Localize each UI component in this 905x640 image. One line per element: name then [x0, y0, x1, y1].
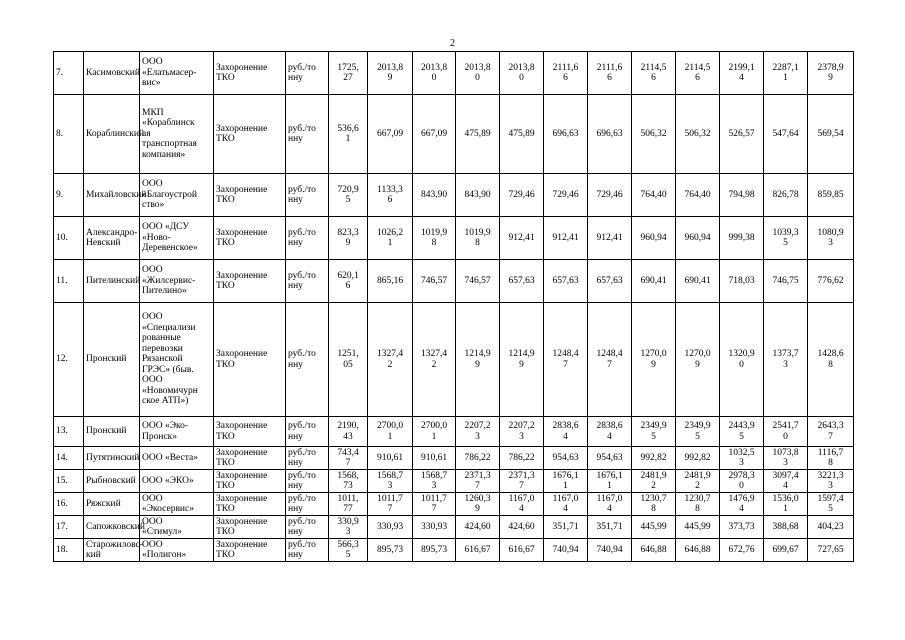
- district-cell: Пронский: [84, 303, 140, 417]
- tariff-value-cell: 667,09: [413, 95, 456, 174]
- tariff-value-cell: 764,40: [676, 174, 720, 217]
- tariff-value-cell: 746,57: [456, 260, 500, 303]
- district-cell: Старожиловс- кий: [84, 539, 140, 562]
- tariff-value-cell: 764,40: [632, 174, 676, 217]
- tariff-value-cell: 1327,4 2: [413, 303, 456, 417]
- unit-cell: руб./то нну: [286, 493, 329, 516]
- table-row: [54, 260, 854, 303]
- organization-cell: МКП «Кораблинск ая транспортная компания»: [140, 95, 214, 174]
- activity-cell: Захоронение ТКО: [214, 260, 286, 303]
- tariff-value-cell: 404,23: [808, 516, 854, 539]
- unit-cell: руб./то нну: [286, 52, 329, 95]
- tariff-value-cell: 2199,1 4: [720, 52, 764, 95]
- tariff-value-cell: 690,41: [632, 260, 676, 303]
- district-cell: Рыбновский: [84, 470, 140, 493]
- tariff-value-cell: 1080,9 3: [808, 217, 854, 260]
- activity-cell: Захоронение ТКО: [214, 493, 286, 516]
- tariff-value-cell: 2190, 43: [329, 417, 368, 447]
- table-row: [54, 447, 854, 470]
- unit-cell: руб./то нну: [286, 303, 329, 417]
- tariff-value-cell: 999,38: [720, 217, 764, 260]
- row-number-cell: 9.: [54, 174, 84, 217]
- activity-cell: Захоронение ТКО: [214, 516, 286, 539]
- table-row: [54, 303, 854, 417]
- tariff-value-cell: 2013,8 0: [500, 52, 544, 95]
- tariff-value-cell: 1032,5 3: [720, 447, 764, 470]
- tariff-value-cell: 1270,0 9: [632, 303, 676, 417]
- tariff-value-cell: 1167,0 4: [588, 493, 632, 516]
- tariff-value-cell: 743,4 7: [329, 447, 368, 470]
- tariff-value-cell: 729,46: [500, 174, 544, 217]
- organization-cell: ООО «Стимул»: [140, 516, 214, 539]
- tariff-value-cell: 1676,1 1: [588, 470, 632, 493]
- organization-cell: ООО «Жилсервис- Пителино»: [140, 260, 214, 303]
- unit-cell: руб./то нну: [286, 539, 329, 562]
- tariff-value-cell: 1327,4 2: [368, 303, 413, 417]
- tariff-value-cell: 657,63: [500, 260, 544, 303]
- tariff-value-cell: 696,63: [544, 95, 588, 174]
- organization-cell: ООО «Полигон»: [140, 539, 214, 562]
- activity-cell: Захоронение ТКО: [214, 447, 286, 470]
- tariff-value-cell: 690,41: [676, 260, 720, 303]
- tariff-value-cell: 2838,6 4: [544, 417, 588, 447]
- tariff-value-cell: 1019,9 8: [456, 217, 500, 260]
- tariff-value-cell: 616,67: [500, 539, 544, 562]
- tariff-value-cell: 2114,5 6: [632, 52, 676, 95]
- district-cell: Александро- Невский: [84, 217, 140, 260]
- tariff-value-cell: 2111,6 6: [544, 52, 588, 95]
- activity-cell: Захоронение ТКО: [214, 217, 286, 260]
- tariff-value-cell: 475,89: [456, 95, 500, 174]
- tariff-value-cell: 2114,5 6: [676, 52, 720, 95]
- tariff-value-cell: 506,32: [632, 95, 676, 174]
- tariff-value-cell: 1230,7 8: [632, 493, 676, 516]
- tariff-value-cell: 720,9 5: [329, 174, 368, 217]
- tariff-value-cell: 992,82: [676, 447, 720, 470]
- tariff-value-cell: 2838,6 4: [588, 417, 632, 447]
- tariff-value-cell: 727,65: [808, 539, 854, 562]
- tariff-value-cell: 740,94: [588, 539, 632, 562]
- tariff-value-cell: 566,3 5: [329, 539, 368, 562]
- organization-cell: ООО «Веста»: [140, 447, 214, 470]
- tariff-value-cell: 3097,4 4: [764, 470, 808, 493]
- tariff-value-cell: 569,54: [808, 95, 854, 174]
- table-row: [54, 52, 854, 95]
- tariff-value-cell: 2371,3 7: [456, 470, 500, 493]
- tariff-value-cell: 912,41: [500, 217, 544, 260]
- tariff-value-cell: 330,93: [368, 516, 413, 539]
- tariff-value-cell: 843,90: [413, 174, 456, 217]
- tariff-value-cell: 2013,8 9: [368, 52, 413, 95]
- tariff-value-cell: 912,41: [588, 217, 632, 260]
- tariff-value-cell: 620,1 6: [329, 260, 368, 303]
- tariff-value-cell: 1073,8 3: [764, 447, 808, 470]
- tariff-value-cell: 616,67: [456, 539, 500, 562]
- district-cell: Сапожковский: [84, 516, 140, 539]
- page-number: 2: [450, 38, 455, 49]
- tariff-table: [53, 51, 854, 562]
- activity-cell: Захоронение ТКО: [214, 539, 286, 562]
- tariff-value-cell: 2013,8 0: [456, 52, 500, 95]
- table-row: [54, 470, 854, 493]
- district-cell: Ряжский: [84, 493, 140, 516]
- tariff-value-cell: 1011, 77: [329, 493, 368, 516]
- tariff-value-cell: 1568,7 3: [368, 470, 413, 493]
- tariff-value-cell: 1676,1 1: [544, 470, 588, 493]
- row-number-cell: 15.: [54, 470, 84, 493]
- tariff-value-cell: 895,73: [413, 539, 456, 562]
- tariff-value-cell: 992,82: [632, 447, 676, 470]
- tariff-value-cell: 536,6 1: [329, 95, 368, 174]
- tariff-value-cell: 729,46: [544, 174, 588, 217]
- tariff-value-cell: 445,99: [632, 516, 676, 539]
- table-row: [54, 217, 854, 260]
- tariff-value-cell: 1270,0 9: [676, 303, 720, 417]
- tariff-value-cell: 1260,3 9: [456, 493, 500, 516]
- table-row: [54, 493, 854, 516]
- table-row: [54, 174, 854, 217]
- unit-cell: руб./то нну: [286, 217, 329, 260]
- district-cell: Пителинский: [84, 260, 140, 303]
- tariff-value-cell: 445,99: [676, 516, 720, 539]
- tariff-value-cell: 954,63: [544, 447, 588, 470]
- tariff-value-cell: 3221,3 3: [808, 470, 854, 493]
- tariff-value-cell: 1116,7 8: [808, 447, 854, 470]
- tariff-value-cell: 1026,2 1: [368, 217, 413, 260]
- row-number-cell: 14.: [54, 447, 84, 470]
- row-number-cell: 8.: [54, 95, 84, 174]
- tariff-value-cell: 646,88: [632, 539, 676, 562]
- tariff-value-cell: 699,67: [764, 539, 808, 562]
- tariff-value-cell: 657,63: [588, 260, 632, 303]
- tariff-value-cell: 2541,7 0: [764, 417, 808, 447]
- tariff-value-cell: 1214,9 9: [456, 303, 500, 417]
- row-number-cell: 11.: [54, 260, 84, 303]
- tariff-value-cell: 776,62: [808, 260, 854, 303]
- row-number-cell: 12.: [54, 303, 84, 417]
- tariff-value-cell: 1476,9 4: [720, 493, 764, 516]
- unit-cell: руб./то нну: [286, 174, 329, 217]
- activity-cell: Захоронение ТКО: [214, 303, 286, 417]
- tariff-value-cell: 2378,9 9: [808, 52, 854, 95]
- tariff-value-cell: 1568,7 3: [413, 470, 456, 493]
- tariff-value-cell: 2481,9 2: [676, 470, 720, 493]
- tariff-value-cell: 1011,7 7: [368, 493, 413, 516]
- tariff-value-cell: 729,46: [588, 174, 632, 217]
- unit-cell: руб./то нну: [286, 470, 329, 493]
- tariff-value-cell: 2481,9 2: [632, 470, 676, 493]
- tariff-value-cell: 547,64: [764, 95, 808, 174]
- district-cell: Михайловский: [84, 174, 140, 217]
- tariff-value-cell: 2111,6 6: [588, 52, 632, 95]
- tariff-value-cell: 2287,1 1: [764, 52, 808, 95]
- tariff-value-cell: 1230,7 8: [676, 493, 720, 516]
- tariff-value-cell: 1167,0 4: [500, 493, 544, 516]
- tariff-value-cell: 1039,3 5: [764, 217, 808, 260]
- tariff-value-cell: 657,63: [544, 260, 588, 303]
- district-cell: Путятинский: [84, 447, 140, 470]
- tariff-value-cell: 1214,9 9: [500, 303, 544, 417]
- tariff-value-cell: 1133,3 6: [368, 174, 413, 217]
- row-number-cell: 7.: [54, 52, 84, 95]
- tariff-value-cell: 2349,9 5: [676, 417, 720, 447]
- tariff-value-cell: 1597,4 5: [808, 493, 854, 516]
- tariff-value-cell: 1251, 05: [329, 303, 368, 417]
- tariff-value-cell: 475,89: [500, 95, 544, 174]
- tariff-value-cell: 1320,9 0: [720, 303, 764, 417]
- unit-cell: руб./то нну: [286, 447, 329, 470]
- unit-cell: руб./то нну: [286, 417, 329, 447]
- row-number-cell: 17.: [54, 516, 84, 539]
- tariff-value-cell: 960,94: [676, 217, 720, 260]
- tariff-value-cell: 2349,9 5: [632, 417, 676, 447]
- tariff-value-cell: 388,68: [764, 516, 808, 539]
- table-row: [54, 516, 854, 539]
- tariff-value-cell: 1019,9 8: [413, 217, 456, 260]
- tariff-value-cell: 373,73: [720, 516, 764, 539]
- tariff-value-cell: 960,94: [632, 217, 676, 260]
- tariff-value-cell: 351,71: [544, 516, 588, 539]
- tariff-value-cell: 2978,3 0: [720, 470, 764, 493]
- table-row: [54, 95, 854, 174]
- activity-cell: Захоронение ТКО: [214, 174, 286, 217]
- unit-cell: руб./то нну: [286, 95, 329, 174]
- organization-cell: ООО «Эко- Пронск»: [140, 417, 214, 447]
- organization-cell: ООО «Елатьмасер- вис»: [140, 52, 214, 95]
- tariff-value-cell: 330,93: [413, 516, 456, 539]
- tariff-value-cell: 696,63: [588, 95, 632, 174]
- tariff-value-cell: 1568, 73: [329, 470, 368, 493]
- tariff-value-cell: 424,60: [456, 516, 500, 539]
- tariff-value-cell: 672,76: [720, 539, 764, 562]
- tariff-value-cell: 2371,3 7: [500, 470, 544, 493]
- tariff-value-cell: 910,61: [368, 447, 413, 470]
- activity-cell: Захоронение ТКО: [214, 52, 286, 95]
- tariff-value-cell: 2643,3 7: [808, 417, 854, 447]
- tariff-value-cell: 1167,0 4: [544, 493, 588, 516]
- tariff-value-cell: 526,57: [720, 95, 764, 174]
- row-number-cell: 16.: [54, 493, 84, 516]
- tariff-value-cell: 1536,0 1: [764, 493, 808, 516]
- row-number-cell: 10.: [54, 217, 84, 260]
- tariff-value-cell: 2443,9 5: [720, 417, 764, 447]
- activity-cell: Захоронение ТКО: [214, 470, 286, 493]
- tariff-value-cell: 667,09: [368, 95, 413, 174]
- tariff-value-cell: 506,32: [676, 95, 720, 174]
- tariff-value-cell: 954,63: [588, 447, 632, 470]
- tariff-value-cell: 895,73: [368, 539, 413, 562]
- organization-cell: ООО «ЭКО»: [140, 470, 214, 493]
- tariff-value-cell: 646,88: [676, 539, 720, 562]
- organization-cell: ООО «ДСУ «Ново- Деревенское»: [140, 217, 214, 260]
- unit-cell: руб./то нну: [286, 516, 329, 539]
- tariff-value-cell: 843,90: [456, 174, 500, 217]
- organization-cell: ООО «Благоустрой ство»: [140, 174, 214, 217]
- district-cell: Касимовский: [84, 52, 140, 95]
- table-row: [54, 417, 854, 447]
- tariff-value-cell: 1011,7 7: [413, 493, 456, 516]
- tariff-value-cell: 1248,4 7: [588, 303, 632, 417]
- tariff-value-cell: 865,16: [368, 260, 413, 303]
- tariff-value-cell: 2700,0 1: [368, 417, 413, 447]
- tariff-value-cell: 786,22: [500, 447, 544, 470]
- tariff-value-cell: 330,9 3: [329, 516, 368, 539]
- tariff-value-cell: 2207,2 3: [456, 417, 500, 447]
- tariff-value-cell: 794,98: [720, 174, 764, 217]
- tariff-value-cell: 2013,8 0: [413, 52, 456, 95]
- tariff-value-cell: 1428,6 8: [808, 303, 854, 417]
- tariff-value-cell: 2207,2 3: [500, 417, 544, 447]
- tariff-value-cell: 746,75: [764, 260, 808, 303]
- tariff-value-cell: 424,60: [500, 516, 544, 539]
- tariff-value-cell: 912,41: [544, 217, 588, 260]
- unit-cell: руб./то нну: [286, 260, 329, 303]
- tariff-value-cell: 823,3 9: [329, 217, 368, 260]
- tariff-value-cell: 859,85: [808, 174, 854, 217]
- table-row: [54, 539, 854, 562]
- activity-cell: Захоронение ТКО: [214, 95, 286, 174]
- tariff-value-cell: 910,61: [413, 447, 456, 470]
- tariff-value-cell: 351,71: [588, 516, 632, 539]
- district-cell: Пронский: [84, 417, 140, 447]
- row-number-cell: 18.: [54, 539, 84, 562]
- tariff-value-cell: 1725, 27: [329, 52, 368, 95]
- tariff-value-cell: 826,78: [764, 174, 808, 217]
- tariff-value-cell: 786,22: [456, 447, 500, 470]
- district-cell: Кораблинский: [84, 95, 140, 174]
- tariff-value-cell: 718,03: [720, 260, 764, 303]
- tariff-value-cell: 1373,7 3: [764, 303, 808, 417]
- row-number-cell: 13.: [54, 417, 84, 447]
- tariff-value-cell: 746,57: [413, 260, 456, 303]
- activity-cell: Захоронение ТКО: [214, 417, 286, 447]
- organization-cell: ООО «Экосервис»: [140, 493, 214, 516]
- organization-cell: ООО «Специализи рованные перевозки Рязанской ГРЭС» (быв. ООО «Новомичурн ское АТП»): [140, 303, 214, 417]
- tariff-value-cell: 1248,4 7: [544, 303, 588, 417]
- tariff-value-cell: 2700,0 1: [413, 417, 456, 447]
- tariff-value-cell: 740,94: [544, 539, 588, 562]
